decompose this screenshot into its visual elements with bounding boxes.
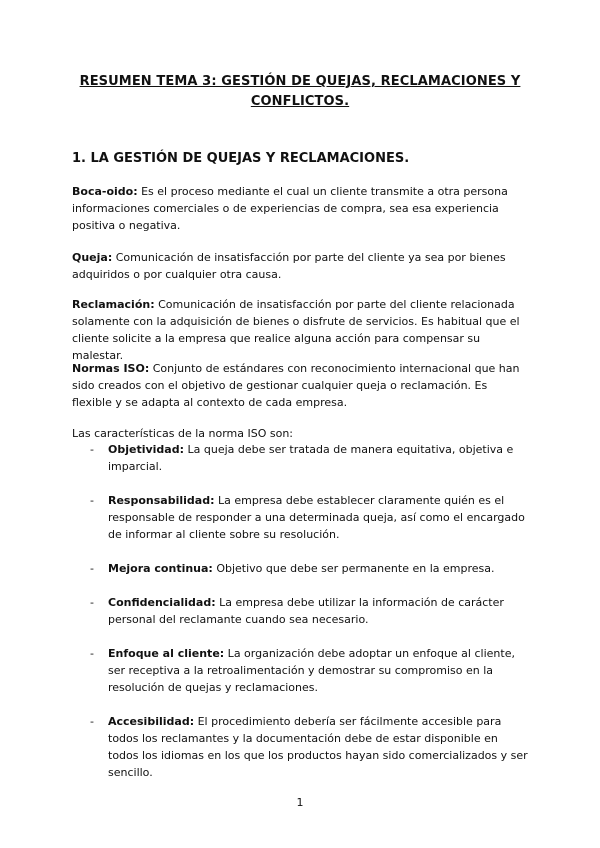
definition-queja xyxy=(72,249,530,283)
definition-text: Comunicación de insatisfacción por parte del cliente ya sea por bienes adquiridos o por cualquier otra causa. xyxy=(72,251,506,281)
list-item xyxy=(88,645,530,696)
section-heading: 1. LA GESTIÓN DE QUEJAS Y RECLAMACIONES. xyxy=(72,151,410,166)
list-item xyxy=(88,492,530,543)
iso-intro: Las características de la norma ISO son: xyxy=(72,427,294,440)
characteristic-term: Enfoque al cliente: xyxy=(108,647,225,660)
list-item xyxy=(88,441,530,475)
characteristic-text: La organización debe adoptar un enfoque al cliente, ser receptiva a la retroalimentación y demostrar su compromiso en la resolución de quejas y reclamaciones. xyxy=(108,647,515,694)
iso-characteristics-list xyxy=(88,441,530,781)
characteristic-text: La empresa debe establecer claramente quién es el responsable de responder a una determinada queja, así como el encargado de informar al cliente sobre su resolución. xyxy=(108,494,525,541)
list-item xyxy=(88,560,530,577)
characteristic-text: Objetivo que debe ser permanente en la empresa. xyxy=(212,562,495,575)
definition-term: Normas ISO: xyxy=(72,362,150,375)
list-item xyxy=(88,713,530,781)
characteristic-term: Mejora continua: xyxy=(108,562,213,575)
bullet-dash: - xyxy=(90,715,94,728)
definition-term: Reclamación: xyxy=(72,298,155,311)
bullet-dash: - xyxy=(90,443,94,456)
page-number: 1 xyxy=(296,796,304,809)
characteristic-text: El procedimiento debería ser fácilmente accesible para todos los reclamantes y la documentación debe de estar disponible en todos los idiomas en los que los productos hayan sido comercializados y ser sencillo. xyxy=(108,715,528,779)
definition-text: Es el proceso mediante el cual un cliente transmite a otra persona informaciones comerciales o de experiencias de compra, sea esa experiencia positiva o negativa. xyxy=(72,185,508,232)
characteristic-term: Accesibilidad: xyxy=(108,715,195,728)
bullet-dash: - xyxy=(90,494,94,507)
characteristic-term: Responsabilidad: xyxy=(108,494,215,507)
definition-term: Boca-oido: xyxy=(72,185,138,198)
definition-text: Comunicación de insatisfacción por parte del cliente relacionada solamente con la adquisición de bienes o disfrute de servicios. Es habitual que el cliente solicite a la empresa que realice alguna acción para compensar su malestar. xyxy=(72,298,520,362)
definition-boca-oido xyxy=(72,183,530,234)
definition-term: Queja: xyxy=(72,251,113,264)
bullet-dash: - xyxy=(90,596,94,609)
bullet-dash: - xyxy=(90,562,94,575)
definition-text: Conjunto de estándares con reconocimiento internacional que han sido creados con el objetivo de gestionar cualquier queja o reclamación. Es flexible y se adapta al contexto de cada empresa. xyxy=(72,362,520,409)
definition-normas-iso xyxy=(72,360,530,411)
bullet-dash: - xyxy=(90,647,94,660)
characteristic-term: Objetividad: xyxy=(108,443,184,456)
document-title: RESUMEN TEMA 3: GESTIÓN DE QUEJAS, RECLAMACIONES Y CONFLICTOS. xyxy=(79,74,521,109)
definition-reclamacion xyxy=(72,296,530,364)
list-item xyxy=(88,594,530,628)
characteristic-text: La empresa debe utilizar la información de carácter personal del reclamante cuando sea necesario. xyxy=(108,596,504,626)
characteristic-term: Confidencialidad: xyxy=(108,596,216,609)
characteristic-text: La queja debe ser tratada de manera equitativa, objetiva e imparcial. xyxy=(108,443,514,473)
